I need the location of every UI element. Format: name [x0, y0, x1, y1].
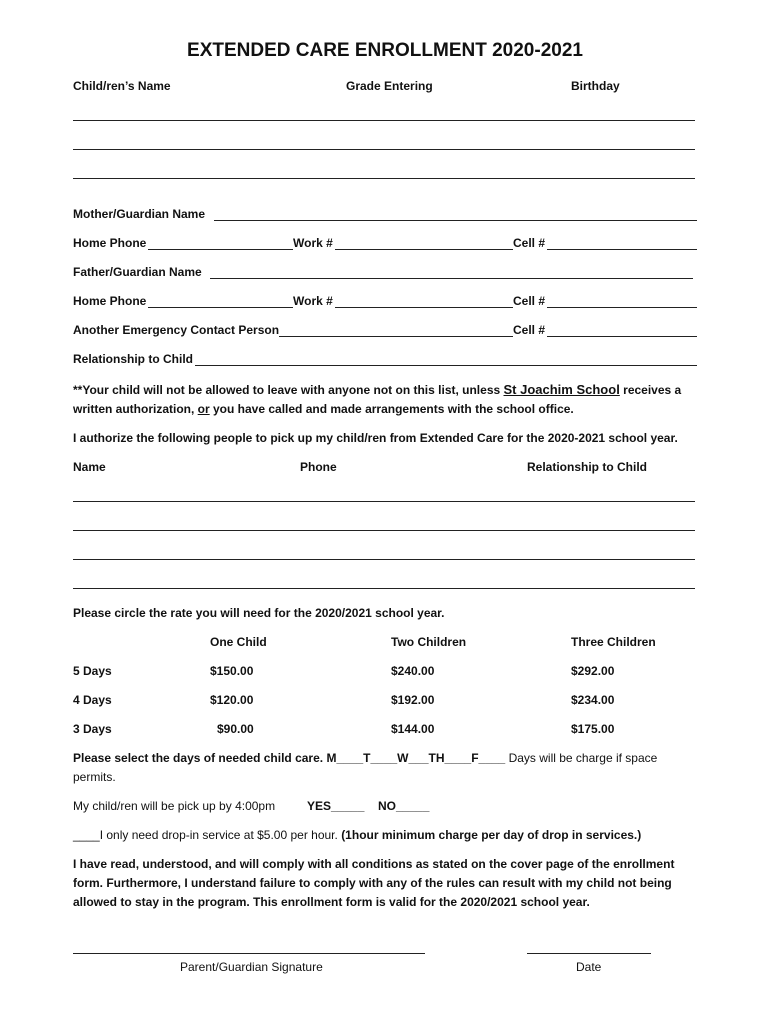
notice-or: or — [197, 402, 210, 416]
rate-5-three[interactable]: $292.00 — [571, 664, 615, 678]
agreement-line-3: allowed to stay in the program. This enrollment form is valid for the 2020/2021 school year. — [73, 895, 590, 909]
child-line-1[interactable] — [73, 120, 695, 121]
rate-col-three-children: Three Children — [571, 635, 656, 649]
pickup-yes[interactable]: YES_____ — [307, 799, 365, 813]
agreement-line-1: I have read, understood, and will comply with all conditions as stated on the cover page of the enrollment — [73, 857, 675, 871]
rate-4-three[interactable]: $234.00 — [571, 693, 615, 707]
birthday-header: Birthday — [571, 79, 620, 93]
rate-3-two[interactable]: $144.00 — [391, 722, 435, 736]
cell-field-3[interactable] — [547, 336, 697, 337]
home-phone-label-2: Home Phone — [73, 294, 147, 308]
children-name-header: Child/ren’s Name — [73, 79, 171, 93]
cell-label-2: Cell # — [513, 294, 546, 308]
rate-4-one[interactable]: $120.00 — [210, 693, 254, 707]
cell-label-3: Cell # — [513, 323, 546, 337]
mother-label: Mother/Guardian Name — [73, 207, 206, 221]
home-phone-label-1: Home Phone — [73, 236, 147, 250]
pickup-line-1[interactable] — [73, 501, 695, 502]
grade-header: Grade Entering — [346, 79, 433, 93]
father-label: Father/Guardian Name — [73, 265, 202, 279]
rate-5-two[interactable]: $240.00 — [391, 664, 435, 678]
pickup-phone-header: Phone — [300, 460, 337, 474]
father-field[interactable] — [210, 278, 693, 279]
notice-text-4: you have called and made arrangements with the school office. — [209, 402, 574, 416]
work-field-1[interactable] — [335, 249, 513, 250]
school-name: St Joachim School — [503, 382, 620, 397]
dropin-bold: (1hour minimum charge per day of drop in services.) — [341, 828, 642, 842]
rate-3-one[interactable]: $90.00 — [217, 722, 254, 736]
emergency-label: Another Emergency Contact Person — [73, 323, 280, 337]
pickup-name-header: Name — [73, 460, 106, 474]
home-phone-field-1[interactable] — [148, 249, 293, 250]
work-field-2[interactable] — [335, 307, 513, 308]
rate-row-5-days: 5 Days — [73, 664, 112, 678]
notice-line-1 — [73, 382, 681, 397]
pickup-line-3[interactable] — [73, 559, 695, 560]
dropin-line[interactable] — [73, 828, 641, 842]
child-line-3[interactable] — [73, 178, 695, 179]
cell-field-1[interactable] — [547, 249, 697, 250]
days-label: Please select the days of needed child care. M____T____W___TH____F____ — [73, 751, 506, 765]
rate-5-one[interactable]: $150.00 — [210, 664, 254, 678]
rates-intro: Please circle the rate you will need for the 2020/2021 school year. — [73, 606, 445, 620]
work-label-1: Work # — [293, 236, 333, 250]
days-note: Days will be charge if space — [505, 751, 658, 765]
notice-text-3: written authorization, — [73, 402, 198, 416]
cell-label-1: Cell # — [513, 236, 546, 250]
work-label-2: Work # — [293, 294, 333, 308]
relationship-field[interactable] — [195, 365, 697, 366]
emergency-field[interactable] — [279, 336, 513, 337]
page-title: EXTENDED CARE ENROLLMENT 2020-2021 — [187, 40, 583, 61]
pickup-time-text: My child/ren will be pick up by 4:00pm — [73, 799, 276, 813]
signature-line[interactable] — [73, 953, 425, 954]
pickup-no[interactable]: NO_____ — [378, 799, 430, 813]
rate-4-two[interactable]: $192.00 — [391, 693, 435, 707]
home-phone-field-2[interactable] — [148, 307, 293, 308]
pickup-relationship-header: Relationship to Child — [527, 460, 647, 474]
pickup-line-4[interactable] — [73, 588, 695, 589]
signature-label: Parent/Guardian Signature — [180, 960, 323, 974]
agreement-line-2: form. Furthermore, I understand failure to comply with any of the rules can result with my child not being — [73, 876, 672, 890]
dropin-text: ____I only need drop-in service at $5.00 per hour. — [73, 828, 342, 842]
authorize-text: I authorize the following people to pick up my child/ren from Extended Care for the 2020-2021 school year. — [73, 431, 678, 445]
notice-text-2: receives a — [619, 383, 682, 397]
date-line[interactable] — [527, 953, 651, 954]
relationship-label: Relationship to Child — [73, 352, 193, 366]
notice-line-2 — [73, 402, 574, 416]
rate-row-4-days: 4 Days — [73, 693, 112, 707]
rate-col-two-children: Two Children — [391, 635, 467, 649]
date-label: Date — [576, 960, 602, 974]
cell-field-2[interactable] — [547, 307, 697, 308]
rate-col-one-child: One Child — [210, 635, 267, 649]
days-line[interactable] — [73, 751, 657, 765]
mother-field[interactable] — [214, 220, 697, 221]
rate-3-three[interactable]: $175.00 — [571, 722, 615, 736]
notice-text-1: **Your child will not be allowed to leave with anyone not on this list, unless — [73, 383, 504, 397]
rate-row-3-days: 3 Days — [73, 722, 112, 736]
days-permits: permits. — [73, 770, 116, 784]
pickup-line-2[interactable] — [73, 530, 695, 531]
child-line-2[interactable] — [73, 149, 695, 150]
